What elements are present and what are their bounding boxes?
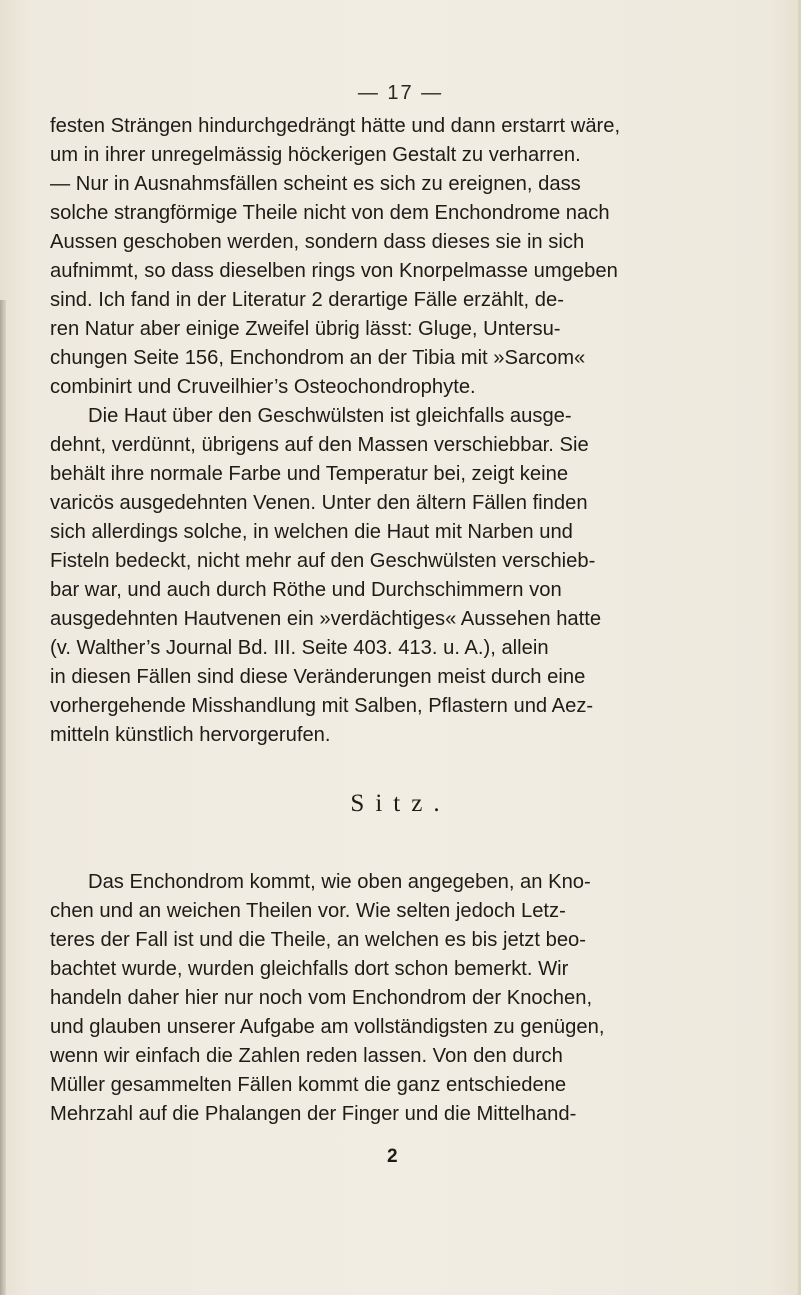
text-line: dehnt, verdünnt, übrigens auf den Massen verschiebbar. Sie <box>50 434 589 456</box>
text-line: teres der Fall ist und die Theile, an welchen es bis jetzt beo- <box>50 929 587 951</box>
text-line: sich allerdings solche, in welchen die Haut mit Narben und <box>50 521 573 543</box>
text-line: — Nur in Ausnahmsfällen scheint es sich zu ereignen, dass <box>50 173 581 195</box>
text-line: handeln daher hier nur noch vom Enchondrom der Knochen, <box>50 987 593 1009</box>
text-line: chen und an weichen Theilen vor. Wie selten jedoch Letz- <box>50 900 566 922</box>
text-line: ausgedehnten Hautvenen ein »verdächtiges« Aussehen hatte <box>50 608 602 630</box>
signature-mark: 2 <box>387 1146 398 1167</box>
text-line: varicös ausgedehnten Venen. Unter den ältern Fällen finden <box>50 492 588 514</box>
text-line: solche strangförmige Theile nicht von dem Enchondrome nach <box>50 202 610 224</box>
text-line: in diesen Fällen sind diese Veränderungen meist durch eine <box>50 666 586 688</box>
text-line: vorhergehende Misshandlung mit Salben, Pflastern und Aez- <box>50 695 594 717</box>
text-line: und glauben unserer Aufgabe am vollständigsten zu genügen, <box>50 1016 605 1038</box>
text-line: bar war, und auch durch Röthe und Durchschimmern von <box>50 579 562 601</box>
text-line: bachtet wurde, wurden gleichfalls dort schon bemerkt. Wir <box>50 958 569 980</box>
text-line: um in ihrer unregelmässig höckerigen Gestalt zu verharren. <box>50 144 581 166</box>
text-line: sind. Ich fand in der Literatur 2 derartige Fälle erzählt, de- <box>50 289 564 311</box>
text-line: Die Haut über den Geschwülsten ist gleichfalls ausge- <box>88 405 572 427</box>
text-line: Müller gesammelten Fällen kommt die ganz entschiedene <box>50 1074 567 1096</box>
page-number: — 17 — <box>357 82 444 104</box>
text-line: Fisteln bedeckt, nicht mehr auf den Geschwülsten verschieb- <box>50 550 596 572</box>
text-line: wenn wir einfach die Zahlen reden lassen. Von den durch <box>50 1045 563 1067</box>
text-line: festen Strängen hindurchgedrängt hätte und dann erstarrt wäre, <box>50 115 621 137</box>
section-heading: Sitz. <box>350 790 451 817</box>
text-line: ren Natur aber einige Zweifel übrig lässt: Gluge, Untersu- <box>50 318 561 340</box>
text-line: Mehrzahl auf die Phalangen der Finger und die Mittelhand- <box>50 1103 577 1125</box>
text-line: aufnimmt, so dass dieselben rings von Knorpelmasse umgeben <box>50 260 618 282</box>
text-line: behält ihre normale Farbe und Temperatur bei, zeigt keine <box>50 463 569 485</box>
text-line: (v. Walther’s Journal Bd. III. Seite 403. 413. u. A.), allein <box>50 637 549 659</box>
text-line: combinirt und Cruveilhier’s Osteochondrophyte. <box>50 376 476 398</box>
text-line: mitteln künstlich hervorgerufen. <box>50 724 331 746</box>
text-line: Das Enchondrom kommt, wie oben angegeben, an Kno- <box>88 871 591 893</box>
text-line: chungen Seite 156, Enchondrom an der Tibia mit »Sarcom« <box>50 347 586 369</box>
text-line: Aussen geschoben werden, sondern dass dieses sie in sich <box>50 231 585 253</box>
